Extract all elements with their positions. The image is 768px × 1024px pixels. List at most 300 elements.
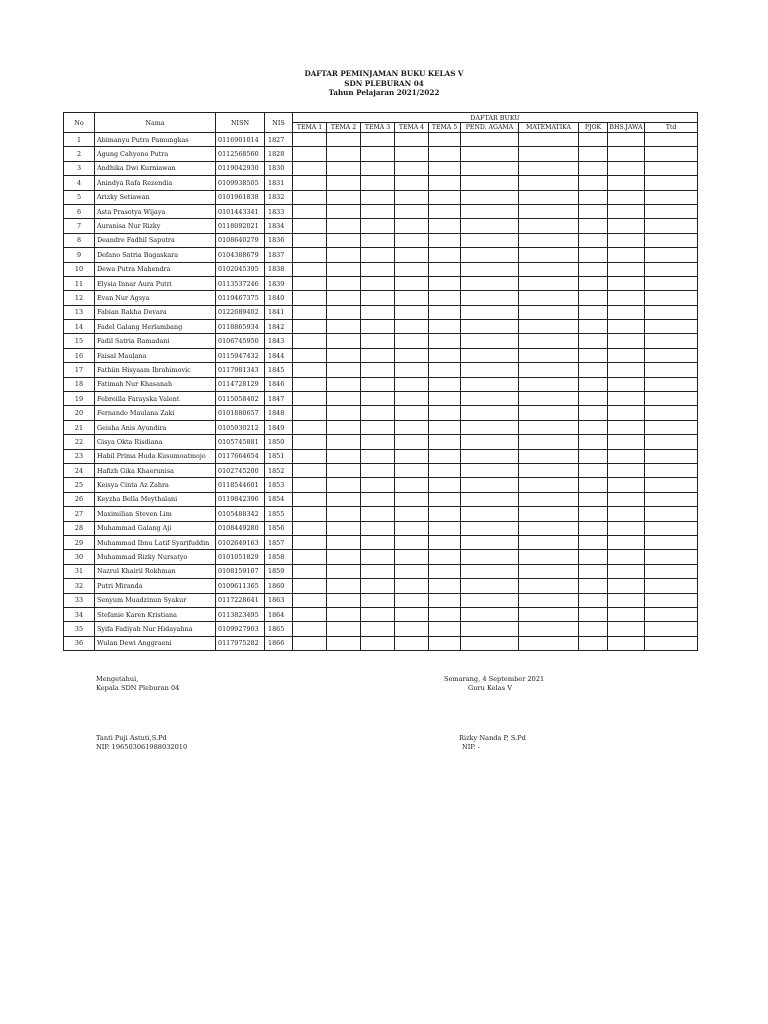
- cell-book-8: [579, 521, 608, 535]
- cell-no: 27: [64, 507, 95, 521]
- cell-name: Habil Prima Huda Kusumoatmojo: [95, 449, 216, 463]
- cell-book-9: [608, 507, 645, 521]
- table-row: [64, 449, 698, 463]
- cell-book-3: [361, 406, 395, 420]
- cell-book-2: [327, 535, 361, 549]
- cell-book-7: [519, 334, 579, 348]
- cell-book-2: [327, 406, 361, 420]
- cell-book-6: [461, 190, 519, 204]
- cell-book-8: [579, 449, 608, 463]
- cell-ttd: [645, 377, 698, 391]
- cell-book-8: [579, 463, 608, 477]
- cell-book-9: [608, 262, 645, 276]
- cell-book-8: [579, 607, 608, 621]
- cell-book-5: [429, 636, 461, 650]
- cell-book-8: [579, 435, 608, 449]
- cell-nisn: 0102745200: [216, 463, 265, 477]
- cell-book-2: [327, 219, 361, 233]
- cell-nis: 1860: [265, 579, 293, 593]
- cell-nis: 1857: [265, 535, 293, 549]
- cell-name: Arizky Setiawan: [95, 190, 216, 204]
- cell-book-3: [361, 435, 395, 449]
- cell-book-2: [327, 607, 361, 621]
- cell-name: Deandre Fadhil Saputra: [95, 233, 216, 247]
- cell-book-7: [519, 449, 579, 463]
- cell-name: Fernando Maulana Zaki: [95, 406, 216, 420]
- cell-book-1: [293, 190, 327, 204]
- cell-nisn: 0119042930: [216, 161, 265, 175]
- cell-book-6: [461, 564, 519, 578]
- cell-book-6: [461, 449, 519, 463]
- cell-nis: 1848: [265, 406, 293, 420]
- table-row: [64, 147, 698, 161]
- cell-book-4: [395, 449, 429, 463]
- cell-no: 22: [64, 435, 95, 449]
- cell-book-7: [519, 233, 579, 247]
- cell-name: Keisya Cinta Az Zahra: [95, 478, 216, 492]
- cell-nisn: 0108640279: [216, 233, 265, 247]
- cell-book-9: [608, 377, 645, 391]
- cell-book-4: [395, 607, 429, 621]
- table-row: [64, 305, 698, 319]
- cell-ttd: [645, 420, 698, 434]
- cell-no: 18: [64, 377, 95, 391]
- cell-nis: 1858: [265, 550, 293, 564]
- cell-book-4: [395, 406, 429, 420]
- cell-nis: 1828: [265, 147, 293, 161]
- cell-book-1: [293, 492, 327, 506]
- cell-book-5: [429, 248, 461, 262]
- cell-book-9: [608, 320, 645, 334]
- cell-book-3: [361, 276, 395, 290]
- cell-name: Evan Nur Agsya: [95, 291, 216, 305]
- cell-no: 20: [64, 406, 95, 420]
- cell-nis: 1841: [265, 305, 293, 319]
- cell-nis: 1865: [265, 622, 293, 636]
- cell-book-2: [327, 492, 361, 506]
- cell-no: 1: [64, 133, 95, 147]
- cell-nis: 1852: [265, 463, 293, 477]
- cell-nis: 1863: [265, 593, 293, 607]
- cell-book-1: [293, 507, 327, 521]
- table-row: [64, 435, 698, 449]
- cell-no: 19: [64, 392, 95, 406]
- cell-ttd: [645, 435, 698, 449]
- cell-book-8: [579, 204, 608, 218]
- cell-nis: 1839: [265, 276, 293, 290]
- cell-book-5: [429, 377, 461, 391]
- cell-name: Geisha Anis Ayundira: [95, 420, 216, 434]
- cell-book-6: [461, 248, 519, 262]
- table-row: [64, 607, 698, 621]
- cell-book-7: [519, 262, 579, 276]
- cell-no: 15: [64, 334, 95, 348]
- cell-book-6: [461, 521, 519, 535]
- teacher-title: Guru Kelas V: [468, 684, 512, 693]
- cell-nis: 1859: [265, 564, 293, 578]
- cell-ttd: [645, 305, 698, 319]
- cell-book-9: [608, 133, 645, 147]
- cell-book-7: [519, 305, 579, 319]
- cell-nis: 1842: [265, 320, 293, 334]
- cell-book-3: [361, 377, 395, 391]
- cell-ttd: [645, 579, 698, 593]
- cell-book-3: [361, 176, 395, 190]
- cell-book-5: [429, 233, 461, 247]
- cell-nis: 1866: [265, 636, 293, 650]
- cell-no: 23: [64, 449, 95, 463]
- table-row: [64, 420, 698, 434]
- cell-nisn: 0113823495: [216, 607, 265, 621]
- cell-book-3: [361, 463, 395, 477]
- cell-book-3: [361, 133, 395, 147]
- cell-book-2: [327, 291, 361, 305]
- cell-book-8: [579, 579, 608, 593]
- cell-book-7: [519, 377, 579, 391]
- cell-book-7: [519, 392, 579, 406]
- cell-ttd: [645, 521, 698, 535]
- cell-book-6: [461, 219, 519, 233]
- cell-name: Andhika Dwi Kurniawan: [95, 161, 216, 175]
- cell-book-8: [579, 147, 608, 161]
- cell-ttd: [645, 449, 698, 463]
- cell-book-1: [293, 334, 327, 348]
- cell-book-3: [361, 420, 395, 434]
- cell-name: Maximilian Steven Lim: [95, 507, 216, 521]
- cell-ttd: [645, 219, 698, 233]
- cell-book-2: [327, 248, 361, 262]
- cell-book-6: [461, 204, 519, 218]
- header-name: Nama: [95, 113, 216, 133]
- cell-name: Anindya Rafa Rezendia: [95, 176, 216, 190]
- cell-book-9: [608, 190, 645, 204]
- book-loan-table: [63, 112, 698, 651]
- cell-book-1: [293, 233, 327, 247]
- cell-book-6: [461, 161, 519, 175]
- cell-book-7: [519, 176, 579, 190]
- cell-name: Putri Miranda: [95, 579, 216, 593]
- cell-book-9: [608, 161, 645, 175]
- cell-book-4: [395, 233, 429, 247]
- cell-book-2: [327, 478, 361, 492]
- approver-signature: [96, 734, 187, 752]
- cell-book-7: [519, 147, 579, 161]
- cell-no: 6: [64, 204, 95, 218]
- cell-nis: 1846: [265, 377, 293, 391]
- cell-book-5: [429, 291, 461, 305]
- cell-book-5: [429, 478, 461, 492]
- cell-book-9: [608, 248, 645, 262]
- cell-no: 35: [64, 622, 95, 636]
- cell-book-4: [395, 291, 429, 305]
- table-row: [64, 622, 698, 636]
- cell-book-8: [579, 262, 608, 276]
- cell-name: Muhammad Galang Aji: [95, 521, 216, 535]
- cell-book-8: [579, 564, 608, 578]
- cell-book-9: [608, 593, 645, 607]
- cell-book-3: [361, 622, 395, 636]
- cell-nis: 1831: [265, 176, 293, 190]
- cell-name: Syifa Fadiyah Nur Hidayahna: [95, 622, 216, 636]
- cell-no: 13: [64, 305, 95, 319]
- cell-name: Fatimah Nur Khasanah: [95, 377, 216, 391]
- cell-name: Fadil Satria Ramadani: [95, 334, 216, 348]
- cell-book-7: [519, 133, 579, 147]
- cell-book-1: [293, 320, 327, 334]
- cell-book-3: [361, 219, 395, 233]
- cell-book-9: [608, 535, 645, 549]
- cell-book-9: [608, 219, 645, 233]
- cell-book-7: [519, 550, 579, 564]
- cell-book-4: [395, 392, 429, 406]
- cell-book-6: [461, 233, 519, 247]
- cell-book-6: [461, 262, 519, 276]
- cell-book-4: [395, 305, 429, 319]
- cell-ttd: [645, 161, 698, 175]
- cell-book-8: [579, 348, 608, 362]
- cell-book-5: [429, 550, 461, 564]
- table-row: [64, 334, 698, 348]
- cell-book-2: [327, 320, 361, 334]
- cell-no: 4: [64, 176, 95, 190]
- cell-no: 36: [64, 636, 95, 650]
- cell-book-2: [327, 636, 361, 650]
- cell-nisn: 0119467375: [216, 291, 265, 305]
- cell-book-7: [519, 291, 579, 305]
- cell-no: 33: [64, 593, 95, 607]
- table-row: [64, 363, 698, 377]
- cell-nisn: 0117228641: [216, 593, 265, 607]
- cell-book-7: [519, 492, 579, 506]
- cell-book-5: [429, 133, 461, 147]
- cell-book-7: [519, 204, 579, 218]
- cell-book-7: [519, 161, 579, 175]
- cell-book-6: [461, 320, 519, 334]
- cell-book-4: [395, 550, 429, 564]
- cell-book-1: [293, 550, 327, 564]
- cell-book-6: [461, 305, 519, 319]
- cell-book-7: [519, 521, 579, 535]
- cell-book-6: [461, 334, 519, 348]
- cell-book-2: [327, 579, 361, 593]
- cell-book-1: [293, 579, 327, 593]
- cell-book-7: [519, 579, 579, 593]
- cell-book-3: [361, 320, 395, 334]
- cell-book-5: [429, 521, 461, 535]
- cell-nisn: 0118865934: [216, 320, 265, 334]
- cell-book-6: [461, 176, 519, 190]
- cell-book-4: [395, 535, 429, 549]
- cell-book-4: [395, 564, 429, 578]
- cell-ttd: [645, 622, 698, 636]
- cell-book-4: [395, 147, 429, 161]
- cell-book-9: [608, 348, 645, 362]
- cell-nis: 1849: [265, 420, 293, 434]
- cell-book-5: [429, 593, 461, 607]
- cell-book-2: [327, 204, 361, 218]
- cell-book-1: [293, 420, 327, 434]
- header-ttd: Ttd: [645, 123, 698, 133]
- cell-ttd: [645, 636, 698, 650]
- cell-book-1: [293, 622, 327, 636]
- cell-ttd: [645, 507, 698, 521]
- cell-book-4: [395, 248, 429, 262]
- cell-nis: 1855: [265, 507, 293, 521]
- title-line-2: SDN PLEBURAN 04: [344, 78, 424, 88]
- cell-book-6: [461, 507, 519, 521]
- cell-book-4: [395, 334, 429, 348]
- cell-no: 14: [64, 320, 95, 334]
- cell-nisn: 0101443341: [216, 204, 265, 218]
- cell-book-7: [519, 219, 579, 233]
- cell-book-3: [361, 161, 395, 175]
- cell-book-8: [579, 320, 608, 334]
- cell-book-2: [327, 161, 361, 175]
- cell-book-3: [361, 291, 395, 305]
- cell-ttd: [645, 535, 698, 549]
- cell-ttd: [645, 176, 698, 190]
- cell-book-3: [361, 593, 395, 607]
- cell-no: 34: [64, 607, 95, 621]
- header-book-1: TEMA 1: [293, 123, 327, 133]
- cell-name: Faisal Maulana: [95, 348, 216, 362]
- teacher-signature: [459, 734, 526, 752]
- cell-book-9: [608, 564, 645, 578]
- approver-nip: NIP. 196503061988032010: [96, 743, 188, 752]
- cell-book-7: [519, 190, 579, 204]
- cell-no: 30: [64, 550, 95, 564]
- cell-book-5: [429, 320, 461, 334]
- cell-book-5: [429, 190, 461, 204]
- teacher-nip: NIP. -: [462, 743, 480, 752]
- cell-ttd: [645, 463, 698, 477]
- cell-nisn: 0119842396: [216, 492, 265, 506]
- cell-nisn: 0116901014: [216, 133, 265, 147]
- cell-book-7: [519, 636, 579, 650]
- cell-book-4: [395, 176, 429, 190]
- cell-book-1: [293, 248, 327, 262]
- cell-book-9: [608, 305, 645, 319]
- table-row: [64, 463, 698, 477]
- cell-book-6: [461, 607, 519, 621]
- cell-no: 28: [64, 521, 95, 535]
- cell-book-5: [429, 161, 461, 175]
- table-row: [64, 219, 698, 233]
- cell-nisn: 0109927903: [216, 622, 265, 636]
- table-row: [64, 248, 698, 262]
- cell-book-4: [395, 622, 429, 636]
- cell-nis: 1830: [265, 161, 293, 175]
- table-row: [64, 320, 698, 334]
- cell-book-8: [579, 550, 608, 564]
- cell-book-3: [361, 248, 395, 262]
- cell-ttd: [645, 291, 698, 305]
- cell-name: Auranisa Nur Rizky: [95, 219, 216, 233]
- cell-no: 9: [64, 248, 95, 262]
- cell-book-7: [519, 564, 579, 578]
- cell-book-5: [429, 449, 461, 463]
- cell-book-5: [429, 435, 461, 449]
- cell-book-3: [361, 579, 395, 593]
- cell-book-1: [293, 133, 327, 147]
- cell-book-3: [361, 392, 395, 406]
- cell-ttd: [645, 320, 698, 334]
- cell-book-7: [519, 348, 579, 362]
- cell-book-2: [327, 449, 361, 463]
- cell-book-2: [327, 622, 361, 636]
- cell-book-2: [327, 564, 361, 578]
- cell-nisn: 0102045395: [216, 262, 265, 276]
- cell-book-3: [361, 564, 395, 578]
- cell-book-8: [579, 219, 608, 233]
- cell-book-4: [395, 463, 429, 477]
- cell-nisn: 0117975282: [216, 636, 265, 650]
- cell-book-1: [293, 521, 327, 535]
- cell-book-6: [461, 392, 519, 406]
- cell-book-5: [429, 579, 461, 593]
- cell-book-6: [461, 435, 519, 449]
- cell-no: 10: [64, 262, 95, 276]
- table-row: [64, 233, 698, 247]
- cell-book-2: [327, 521, 361, 535]
- cell-nisn: 0105488342: [216, 507, 265, 521]
- cell-book-8: [579, 478, 608, 492]
- cell-ttd: [645, 550, 698, 564]
- cell-book-3: [361, 535, 395, 549]
- cell-no: 24: [64, 463, 95, 477]
- cell-book-1: [293, 276, 327, 290]
- cell-ttd: [645, 607, 698, 621]
- cell-book-9: [608, 478, 645, 492]
- header-book-6: PEND. AGAMA: [461, 123, 519, 133]
- cell-book-6: [461, 492, 519, 506]
- header-book-4: TEMA 4: [395, 123, 429, 133]
- cell-book-7: [519, 276, 579, 290]
- cell-book-7: [519, 478, 579, 492]
- header-book-2: TEMA 2: [327, 123, 361, 133]
- cell-book-9: [608, 406, 645, 420]
- table-row: [64, 133, 698, 147]
- cell-book-5: [429, 406, 461, 420]
- cell-book-8: [579, 507, 608, 521]
- cell-book-3: [361, 507, 395, 521]
- cell-book-2: [327, 176, 361, 190]
- cell-name: Elysia Innar Aura Putri: [95, 276, 216, 290]
- cell-book-4: [395, 204, 429, 218]
- cell-book-1: [293, 147, 327, 161]
- cell-book-1: [293, 593, 327, 607]
- cell-book-7: [519, 622, 579, 636]
- cell-book-4: [395, 521, 429, 535]
- approver-name: Tanti Puji Astuti,S.Pd: [96, 734, 167, 742]
- cell-book-8: [579, 392, 608, 406]
- cell-name: Fathiin Hisyaam Ibrahimovic: [95, 363, 216, 377]
- cell-ttd: [645, 262, 698, 276]
- cell-name: Dewa Putra Mahendra: [95, 262, 216, 276]
- cell-ttd: [645, 334, 698, 348]
- cell-book-1: [293, 463, 327, 477]
- cell-book-7: [519, 406, 579, 420]
- table-row: [64, 478, 698, 492]
- cell-name: Senyum Muadzinun Syakur: [95, 593, 216, 607]
- cell-book-6: [461, 377, 519, 391]
- cell-book-1: [293, 161, 327, 175]
- header-daftar-buku: DAFTAR BUKU: [293, 113, 698, 123]
- cell-nis: 1827: [265, 133, 293, 147]
- table-row: [64, 636, 698, 650]
- cell-nis: 1856: [265, 521, 293, 535]
- cell-book-8: [579, 248, 608, 262]
